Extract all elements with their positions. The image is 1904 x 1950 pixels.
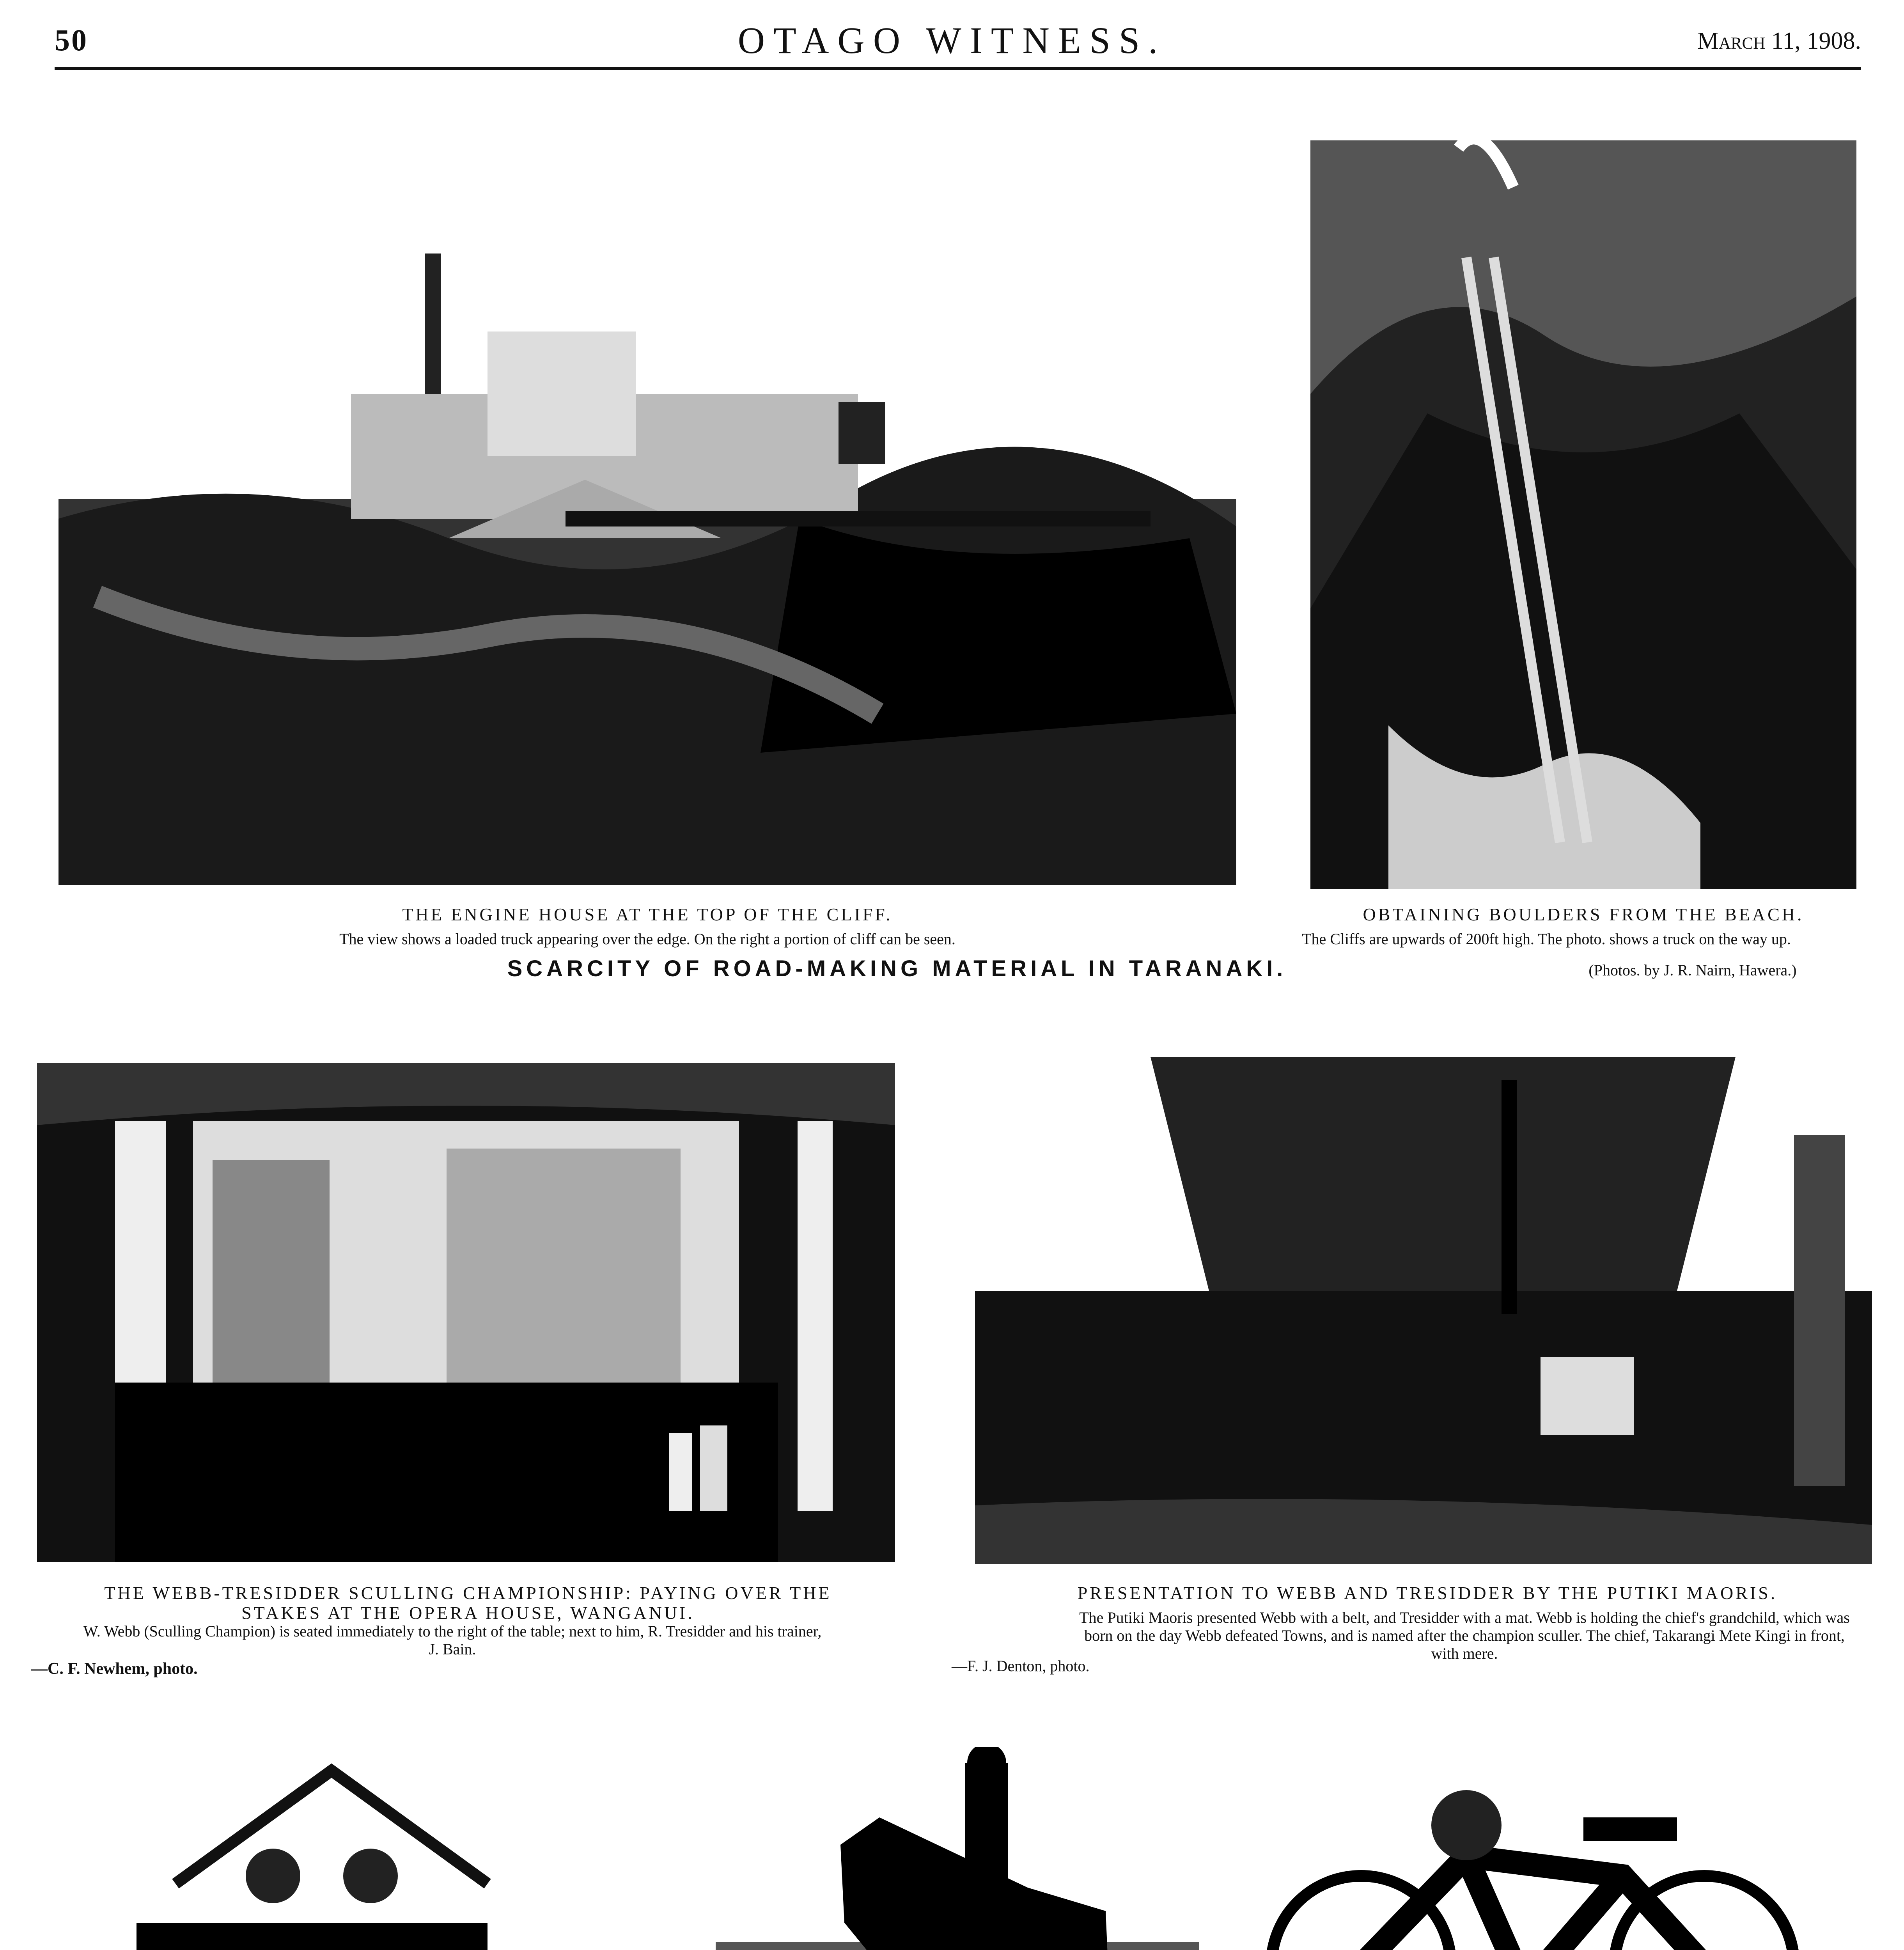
caption-title-boulders: OBTAINING BOULDERS FROM THE BEACH. [1363,904,1804,924]
caption-sub-engine-house: The view shows a loaded truck appearing over the edge. On the right a portion of cliff can be seen. [339,930,956,948]
header-rule [55,67,1861,70]
credit-nairn: (Photos. by J. R. Nairn, Hawera.) [1588,961,1797,979]
caption-sub-sculling: W. Webb (Sculling Champion) is seated immediately to the right of the table; next to him, R. Tresidder and his trainer, J. Bain. [83,1622,822,1658]
masthead: OTAGO WITNESS. [737,20,1167,61]
photo-engine-house [59,90,1236,885]
photo-decorated-motor-car [59,1747,698,1950]
photo-opera-house-stage [37,1063,895,1562]
issue-date: March 11, 1908. [1697,28,1861,54]
credit-denton: —F. J. Denton, photo. [952,1657,1090,1675]
page-number: 50 [55,23,88,57]
headline-taranaki: SCARCITY OF ROAD-MAKING MATERIAL IN TARANAKI. [507,956,1287,981]
photo-boulders-cliff [1310,140,1856,889]
caption-title-engine-house: THE ENGINE HOUSE AT THE TOP OF THE CLIFF. [402,904,893,924]
caption-sub-putiki: The Putiki Maoris presented Webb with a belt, and Tresidder with a mat. Webb is holding the chief's grandchild, which was born on the day Webb defeated Towns, and is named after the champion sculler. The chief, Takarangi Mete Kingi in front, with mere. [1079,1609,1850,1662]
photo-decorated-pony [716,1747,1199,1950]
photo-decorated-bike [1213,1747,1856,1950]
credit-newhem: —C. F. Newhem, photo. [31,1660,198,1678]
caption-sub-boulders: The Cliffs are upwards of 200ft high. The photo. shows a truck on the way up. [1302,930,1791,948]
caption-title-putiki: PRESENTATION TO WEBB AND TRESIDDER BY THE PUTIKI MAORIS. [1077,1583,1778,1603]
caption-title-sculling: THE WEBB-TRESIDDER SCULLING CHAMPIONSHIP: PAYING OVER THE STAKES AT THE OPERA HOUSE, WANGANUI. [104,1583,832,1623]
photo-putiki-maoris [975,1057,1872,1564]
